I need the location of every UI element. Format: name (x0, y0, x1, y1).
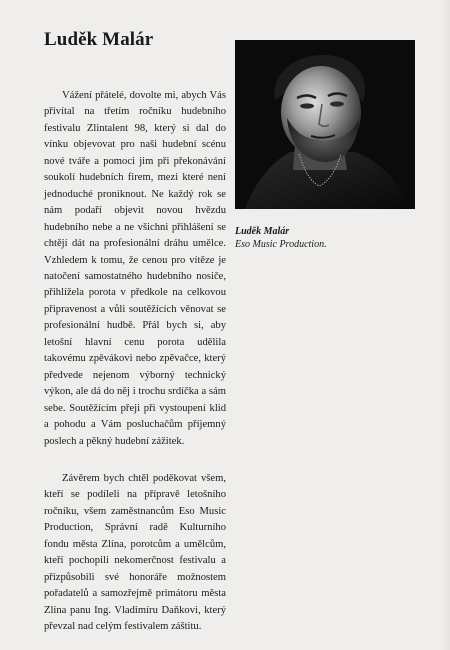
photo-caption-organization: Eso Music Production. (235, 239, 327, 250)
portrait-image (235, 40, 415, 209)
page-title: Luděk Malár (44, 29, 154, 50)
paragraph: Vážení přátelé, dovolte mi, abych Vás přivítal na třetím ročníku hudebního festivalu Zlintalent 98, který si dal do vínku objevovat pro naši hudební scénu nové tváře a pomoci jim při překonávání soukolí hudebních firem, mezi které není jednoduché proniknout. Ne každý rok se nám podaří objevit novou hvězdu hudebního nebe a ne všichni přihlášení se chtějí dát na profesionální dráhu umělce. Vzhledem k tomu, že cenou pro vítěze je natočení samostatného hudebního nosiče, přihlížela porota v předkole na celkovou připravenost a vůli soutěžících věnovat se profesionální hudbě. Přál bych si, aby letošní hlavní cenu porota udělila takovému zpěvákovi nebo zpěvačce, který předvede nejenom výborný technický výkon, ale dá do něj i trochu srdíčka a sám sebe. Soutěžícím přeji při vystoupení klid a pohodu a Vám posluchačům příjemný poslech a pěkný hudební zážitek. (44, 90, 226, 447)
photo-column (235, 40, 415, 251)
letter-body (44, 88, 226, 636)
text-column (44, 29, 226, 633)
page-edge-shadow (440, 0, 450, 650)
paragraph: Závěrem bych chtěl poděkovat všem, kteří se podíleli na přípravě letošního ročníku, všem zaměstnancům Eso Music Production, Správní radě Kulturního fondu města Zlína, porotcům a umělcům, kteří pochopili nekomerčnost festivalu a přizpůsobili své honoráře možnostem pořadatelů a samozřejmě primátoru města Zlína panu Ing. Vladimíru Daňkovi, který převzal nad celým festivalem záštitu. (44, 472, 226, 633)
photo-caption-name: Luděk Malár (235, 226, 290, 237)
portrait-photo (235, 40, 415, 209)
